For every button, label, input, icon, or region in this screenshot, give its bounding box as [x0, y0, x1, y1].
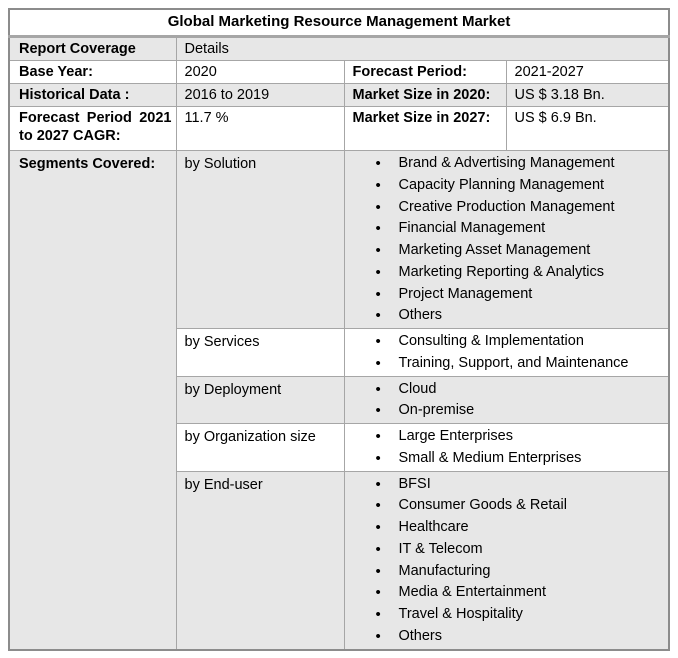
- bullet-item: • Cloud: [345, 379, 669, 401]
- segment-category-services: by Services: [176, 329, 344, 377]
- bullet-item: • Consumer Goods & Retail: [345, 495, 669, 517]
- base-year-row: [9, 60, 669, 83]
- bullet-item: • On-premise: [345, 400, 669, 422]
- bullet-item: • BFSI: [345, 474, 669, 496]
- bullet-item: • IT & Telecom: [345, 539, 669, 561]
- market-size-2027-label: Market Size in 2027:: [344, 107, 506, 151]
- bullet-item: • Others: [345, 626, 669, 648]
- forecast-period-value: 2021-2027: [506, 60, 669, 83]
- segment-row-solution: [9, 151, 669, 329]
- bullet-item: • Healthcare: [345, 517, 669, 539]
- base-year-value: 2020: [176, 60, 344, 83]
- table-title: Global Marketing Resource Management Market: [9, 9, 669, 36]
- bullet-item: • Training, Support, and Maintenance: [345, 353, 669, 375]
- segment-category-deployment: by Deployment: [176, 376, 344, 424]
- market-scope-table: [8, 8, 670, 651]
- historical-data-value: 2016 to 2019: [176, 84, 344, 107]
- bullet-item: • Brand & Advertising Management: [345, 153, 669, 175]
- title-row: [9, 9, 669, 36]
- segment-category-end-user: by End-user: [176, 471, 344, 650]
- coverage-row: [9, 36, 669, 60]
- market-size-2020-label: Market Size in 2020:: [344, 84, 506, 107]
- segments-covered-label: Segments Covered:: [9, 151, 176, 650]
- bullet-item: • Marketing Asset Management: [345, 240, 669, 262]
- bullet-item: • Capacity Planning Management: [345, 175, 669, 197]
- segment-items-end-user: [345, 472, 669, 649]
- segment-items-services: [345, 329, 669, 376]
- bullet-item: • Travel & Hospitality: [345, 604, 669, 626]
- coverage-value: Details: [176, 36, 669, 60]
- market-size-2020-value: US $ 3.18 Bn.: [506, 84, 669, 107]
- segment-items-organization-size: [345, 424, 669, 471]
- segment-items-deployment: [345, 377, 669, 424]
- bullet-item: • Large Enterprises: [345, 426, 669, 448]
- segment-category-solution: by Solution: [176, 151, 344, 329]
- cagr-row: [9, 107, 669, 151]
- bullet-item: • Marketing Reporting & Analytics: [345, 262, 669, 284]
- bullet-item: • Consulting & Implementation: [345, 331, 669, 353]
- historical-data-row: [9, 84, 669, 107]
- base-year-label: Base Year:: [9, 60, 176, 83]
- bullet-item: • Others: [345, 305, 669, 327]
- coverage-label: Report Coverage: [9, 36, 176, 60]
- bullet-item: • Creative Production Management: [345, 197, 669, 219]
- historical-data-label: Historical Data :: [9, 84, 176, 107]
- bullet-item: • Manufacturing: [345, 561, 669, 583]
- bullet-item: • Project Management: [345, 284, 669, 306]
- cagr-label: Forecast Period 2021 to 2027 CAGR:: [9, 107, 176, 151]
- forecast-period-label: Forecast Period:: [344, 60, 506, 83]
- segment-category-organization-size: by Organization size: [176, 424, 344, 472]
- market-size-2027-value: US $ 6.9 Bn.: [506, 107, 669, 151]
- bullet-item: • Media & Entertainment: [345, 582, 669, 604]
- bullet-item: • Small & Medium Enterprises: [345, 448, 669, 470]
- segment-items-solution: [345, 151, 669, 328]
- bullet-item: • Financial Management: [345, 218, 669, 240]
- cagr-value: 11.7 %: [176, 107, 344, 151]
